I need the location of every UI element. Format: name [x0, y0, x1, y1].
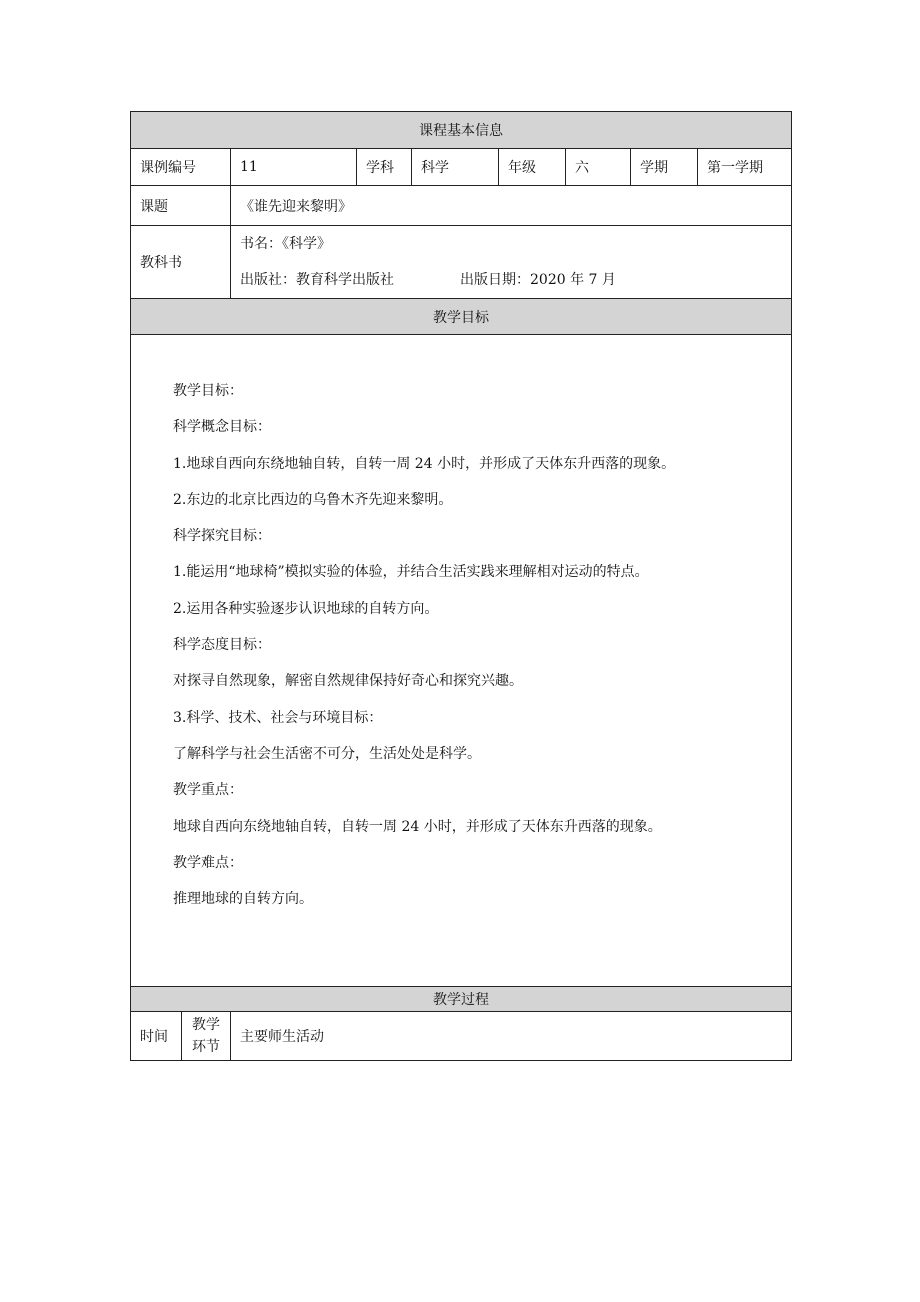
case-number-label: 课例编号: [131, 149, 231, 186]
lesson-plan: [130, 111, 791, 1061]
goal-line: 教学难点：: [173, 854, 243, 871]
semester-label: 学期: [631, 149, 698, 186]
goal-line: 2.运用各种实验逐步认识地球的自转方向。: [173, 600, 439, 617]
goal-line: 教学重点：: [173, 782, 243, 799]
goal-line: 3.科学、技术、社会与环境目标：: [173, 709, 383, 726]
process-header: 教学过程: [131, 987, 792, 1012]
goals-header: 教学目标: [131, 299, 792, 335]
goal-line: 科学探究目标：: [173, 528, 271, 545]
goal-line: 科学概念目标：: [173, 419, 271, 436]
publish-date: 出版日期：2020 年 7 月: [460, 272, 616, 288]
goal-line: 科学态度目标：: [173, 637, 271, 654]
book-name: 书名：《科学》: [240, 236, 331, 252]
topic-value: 《谁先迎来黎明》: [231, 186, 792, 226]
topic-label: 课题: [131, 186, 231, 226]
publisher: 出版社：教育科学出版社: [240, 272, 394, 288]
basic-info-header: 课程基本信息: [131, 112, 792, 149]
publisher-line: [240, 262, 782, 298]
subject-label: 学科: [357, 149, 412, 186]
goal-line: 了解科学与社会生活密不可分，生活处处是科学。: [173, 745, 481, 762]
stage-label-line-2: 环节: [192, 1039, 220, 1055]
goals-content: [131, 335, 792, 987]
goal-line: 1.地球自西向东绕地轴自转，自转一周 24 小时，并形成了天体东升西落的现象。: [173, 455, 676, 472]
grade-label: 年级: [499, 149, 566, 186]
course-info-table: [130, 111, 792, 1061]
semester-value: 第一学期: [698, 149, 792, 186]
textbook-info: [231, 226, 792, 299]
case-number-value: 11: [231, 149, 357, 186]
grade-value: 六: [566, 149, 631, 186]
textbook-label: 教科书: [131, 226, 231, 299]
goal-line: 推理地球的自转方向。: [173, 891, 313, 908]
subject-value: 科学: [412, 149, 499, 186]
goal-line: 1.能运用“地球椅”模拟实验的体验，并结合生活实践来理解相对运动的特点。: [173, 564, 649, 581]
goal-line: 教学目标：: [173, 383, 243, 399]
stage-label: [182, 1012, 231, 1061]
time-label: 时间: [131, 1012, 182, 1061]
goal-line: 2.东边的北京比西边的乌鲁木齐先迎来黎明。: [173, 491, 453, 508]
stage-label-line-1: 教学: [192, 1017, 220, 1033]
activity-label: 主要师生活动: [231, 1012, 792, 1061]
goal-line: 对探寻自然现象，解密自然规律保持好奇心和探究兴趣。: [173, 673, 523, 690]
goal-line: 地球自西向东绕地轴自转，自转一周 24 小时，并形成了天体东升西落的现象。: [173, 818, 662, 835]
